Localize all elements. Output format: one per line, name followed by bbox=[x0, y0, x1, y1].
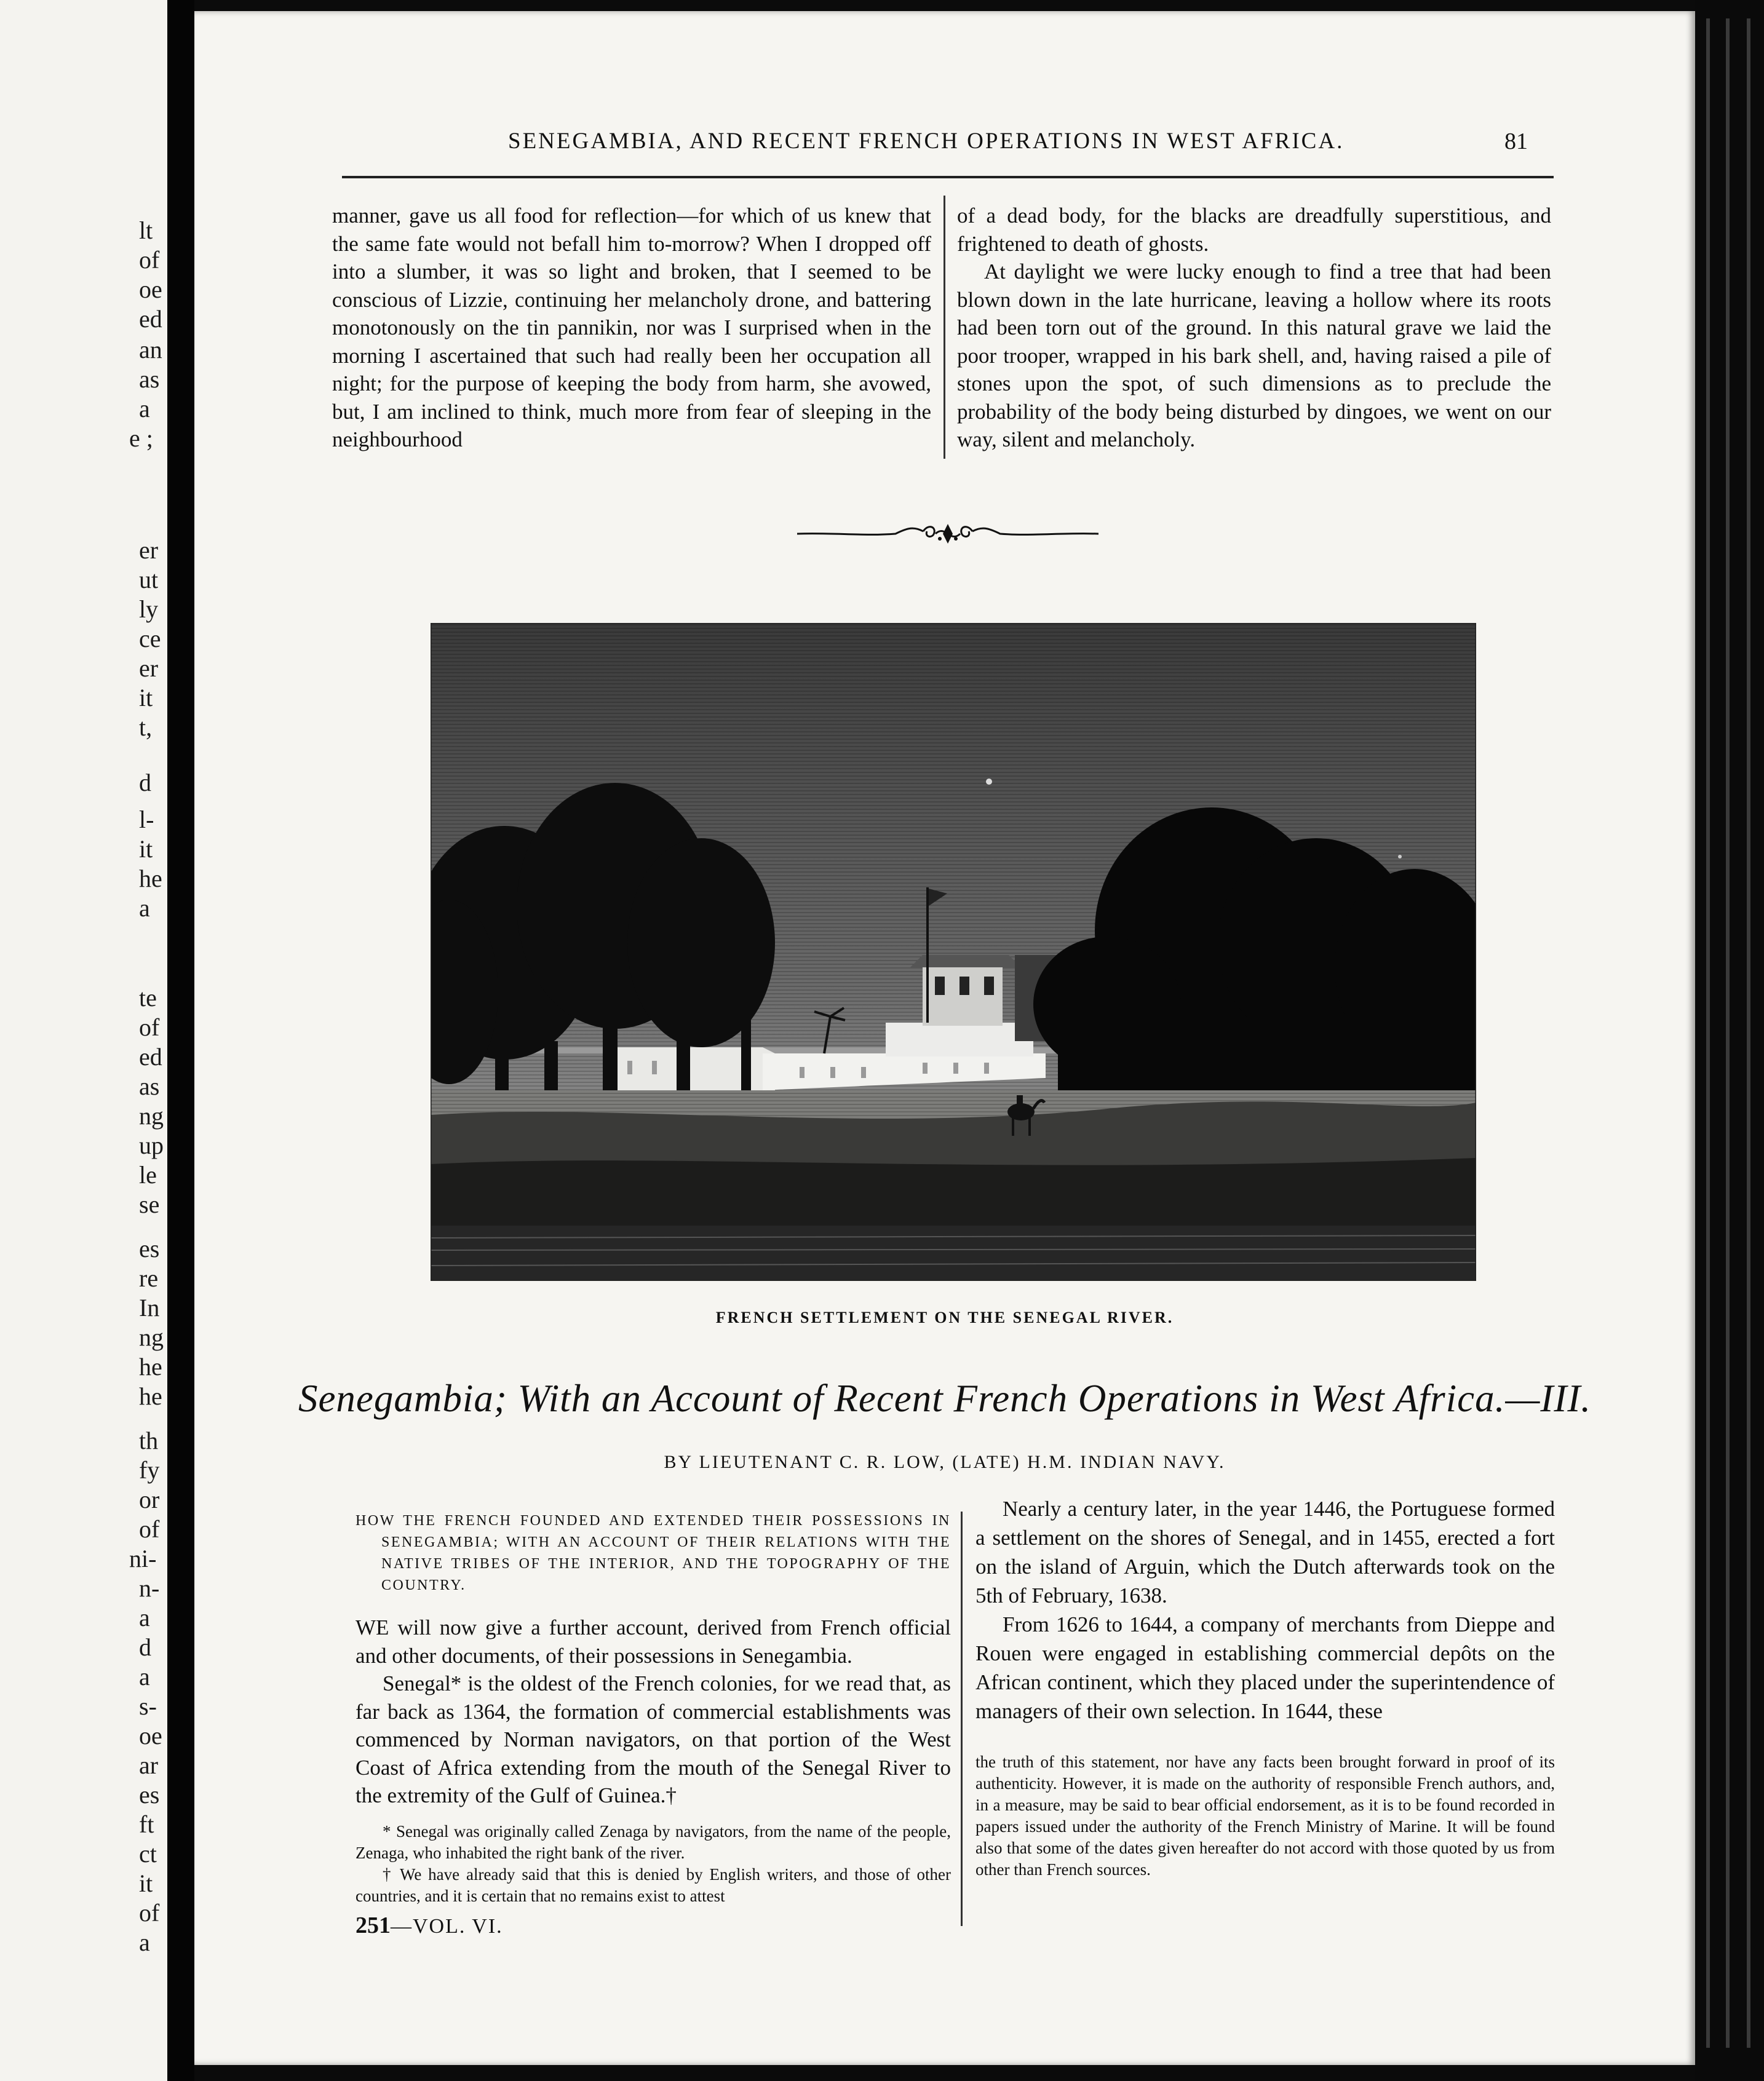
article-byline: BY LIEUTENANT C. R. LOW, (LATE) H.M. INDIAN NAVY. bbox=[664, 1452, 1226, 1472]
previous-page-fragment: lt bbox=[139, 216, 153, 244]
previous-page-fragment: d bbox=[139, 1633, 151, 1661]
book-gutter bbox=[167, 0, 194, 2081]
previous-page-fragment: a bbox=[139, 395, 150, 422]
previous-page-fragment: t, bbox=[139, 713, 153, 741]
article-left-column bbox=[356, 1614, 951, 1940]
continued-paragraph: manner, gave us all food for reflection—for which of us knew that the same fate would not befall him to-morrow? When I dropped off into a slumber, it was so light and broken, that I seemed to be conscious of Lizzie, continuing her melancholy drone, and battering monotonously on the tin pannikin, nor was I surprised when in the morning I ascertained that such had really been her occupation all night; for the purpose of keeping the body from harm, she avowed, but, I am inclined to think, much more from fear of sleeping in the neighbourhood bbox=[332, 204, 931, 451]
previous-page-fragment: er bbox=[139, 654, 159, 682]
page-edge-line bbox=[1706, 18, 1710, 2048]
footnote-senegal: * Senegal was originally called Zenaga by navigators, from the name of the people, Zenaga, who inhabited the right bank of the river. bbox=[356, 1821, 951, 1862]
page-81 bbox=[194, 11, 1695, 2065]
footnote-continued bbox=[975, 1751, 1555, 1881]
column-divider bbox=[944, 196, 945, 459]
previous-page-fragment: se bbox=[139, 1191, 160, 1218]
footnotes-left bbox=[356, 1821, 951, 1907]
previous-page-edge bbox=[0, 0, 167, 2081]
article-right-column bbox=[975, 1494, 1555, 1881]
previous-page-fragment: a bbox=[139, 1663, 150, 1691]
previous-page-fragment: a bbox=[139, 1928, 150, 1956]
previous-page-fragment: of bbox=[139, 1013, 160, 1041]
article-summary bbox=[356, 1510, 951, 1596]
previous-page-fragment: a bbox=[139, 1604, 150, 1631]
previous-page-fragment: ft bbox=[139, 1810, 154, 1838]
senegal-paragraph: Senegal* is the oldest of the French colonies, for we read that, as far back as 1364, the formation of commercial establishments was commenced by Norman navigators, on that portion of the West Coast of Africa extending from the mouth of the Senegal River to the extremity of the Gulf of Guinea.† bbox=[356, 1671, 951, 1807]
previous-page-fragment: ut bbox=[139, 566, 159, 593]
previous-page-fragment: a bbox=[139, 894, 150, 922]
printer-signature bbox=[356, 1912, 951, 1941]
burial-paragraph: At daylight we were lucky enough to find a tree that had been blown down in the late hurricane, leaving a hollow where its roots had been torn out of the ground. In this natural grave we laid the poor trooper, wrapped in his bark shell, and, having raised a pile of stones upon the spot, of such dimensions as to preclude the probability of the body being disturbed by dingoes, we went on our way, silent and melancholy. bbox=[957, 260, 1551, 451]
column-divider-lower bbox=[961, 1512, 963, 1926]
previous-page-fragment: an bbox=[139, 336, 162, 363]
previous-page-fragment: up bbox=[139, 1132, 164, 1159]
previous-page-fragment: ed bbox=[139, 305, 162, 333]
previous-page-fragment: of bbox=[139, 1515, 160, 1543]
previous-page-fragment: er bbox=[139, 536, 159, 564]
page-edge-line bbox=[1726, 18, 1730, 2048]
previous-page-fragment: it bbox=[139, 835, 153, 863]
previous-page-fragment: of bbox=[139, 246, 160, 274]
previous-page-fragment: le bbox=[139, 1161, 157, 1189]
previous-page-fragment: or bbox=[139, 1486, 160, 1513]
previous-page-fragment: In bbox=[139, 1294, 160, 1322]
illustration-caption: FRENCH SETTLEMENT ON THE SENEGAL RIVER. bbox=[715, 1309, 1174, 1326]
previous-page-fragment: re bbox=[139, 1264, 159, 1292]
continued-paragraph-end: of a dead body, for the blacks are dreadfully superstitious, and frightened to death of ghosts. bbox=[957, 204, 1551, 256]
previous-page-fragment: te bbox=[139, 984, 157, 1012]
previous-page-fragment: th bbox=[139, 1427, 159, 1454]
previous-page-fragment: es bbox=[139, 1781, 160, 1809]
dieppe-paragraph: From 1626 to 1644, a company of merchants from Dieppe and Rouen were engaged in establishing commercial depôts on the African continent, which they placed under the superintendence of managers of their own selection. In 1644, these bbox=[975, 1612, 1555, 1723]
continued-text-right-column bbox=[957, 202, 1551, 454]
running-head bbox=[342, 128, 1560, 165]
section-ornament bbox=[797, 515, 1099, 552]
previous-page-fragment: he bbox=[139, 1382, 162, 1410]
previous-page-fragment: ly bbox=[139, 595, 159, 623]
previous-page-fragment: he bbox=[139, 865, 162, 892]
article-title: Senegambia; With an Account of Recent French Operations in West Africa.—III. bbox=[298, 1377, 1592, 1420]
previous-page-fragment: ed bbox=[139, 1043, 162, 1071]
previous-page-fragment: ce bbox=[139, 625, 161, 652]
previous-page-fragment: ng bbox=[139, 1323, 164, 1351]
previous-page-fragment: of bbox=[139, 1899, 160, 1927]
previous-page-fragment: d bbox=[139, 769, 151, 796]
previous-page-fragment: ct bbox=[139, 1840, 157, 1868]
opening-paragraph: WE will now give a further account, derived from French official and other documents, of their possessions in Senegambia. bbox=[356, 1615, 951, 1668]
previous-page-fragment: it bbox=[139, 684, 153, 712]
page-number: 81 bbox=[1504, 129, 1528, 154]
portuguese-paragraph: Nearly a century later, in the year 1446, the Portuguese formed a settlement on the shores of Senegal, and in 1455, erected a fort on the island of Arguin, which the Dutch afterwards took on the 5th of February, 1638. bbox=[975, 1497, 1555, 1607]
previous-page-fragment: as bbox=[139, 1072, 160, 1100]
previous-page-fragment: it bbox=[139, 1869, 153, 1897]
previous-page-fragment: n- bbox=[139, 1574, 160, 1602]
running-title: SENEGAMBIA, AND RECENT FRENCH OPERATIONS IN WEST AFRICA. bbox=[508, 129, 1345, 154]
previous-page-fragment: e ; bbox=[129, 424, 153, 452]
previous-page-fragment: oe bbox=[139, 275, 162, 303]
previous-page-fragment: l- bbox=[139, 806, 154, 833]
previous-page-fragment: fy bbox=[139, 1456, 160, 1484]
previous-page-fragment: oe bbox=[139, 1722, 162, 1750]
previous-page-fragment: s- bbox=[139, 1692, 157, 1720]
footnote-dagger: † We have already said that this is denied by English writers, and those of other countries, and it is certain that no remains exist to attest bbox=[356, 1865, 951, 1905]
signature-number: 251 bbox=[356, 1912, 391, 1938]
previous-page-fragment: ar bbox=[139, 1751, 159, 1779]
previous-page-fragment: he bbox=[139, 1353, 162, 1381]
continued-text-left-column bbox=[332, 202, 931, 454]
previous-page-fragment: as bbox=[139, 365, 160, 393]
previous-page-fragment: es bbox=[139, 1235, 160, 1262]
previous-page-fragment: ng bbox=[139, 1102, 164, 1130]
footnote-continued-text: the truth of this statement, nor have any facts been brought forward in proof of its authenticity. However, it is made on the authority of responsible French authors, and, in a measure, may be said to bear official endorsement, as it is to be found recorded in papers issued under the authority of the French Ministry of Marine. It will be found also that some of the dates given hereafter do not accord with those quoted by us from other than French sources. bbox=[975, 1753, 1555, 1879]
right-page-edges bbox=[1695, 0, 1764, 2081]
settlement-engraving bbox=[431, 623, 1476, 1281]
summary-text: HOW THE FRENCH FOUNDED AND EXTENDED THEIR POSSESSIONS IN SENEGAMBIA; WITH AN ACCOUNT OF THEIR RELATIONS WITH THE NATIVE TRIBES OF THE INTERIOR, AND THE TOPOGRAPHY OF THE COUNTRY. bbox=[356, 1513, 951, 1593]
signature-volume: —VOL. VI. bbox=[391, 1914, 503, 1938]
previous-page-fragment: ni- bbox=[129, 1545, 157, 1572]
page-edge-line bbox=[1747, 18, 1750, 2048]
header-rule bbox=[342, 176, 1554, 178]
